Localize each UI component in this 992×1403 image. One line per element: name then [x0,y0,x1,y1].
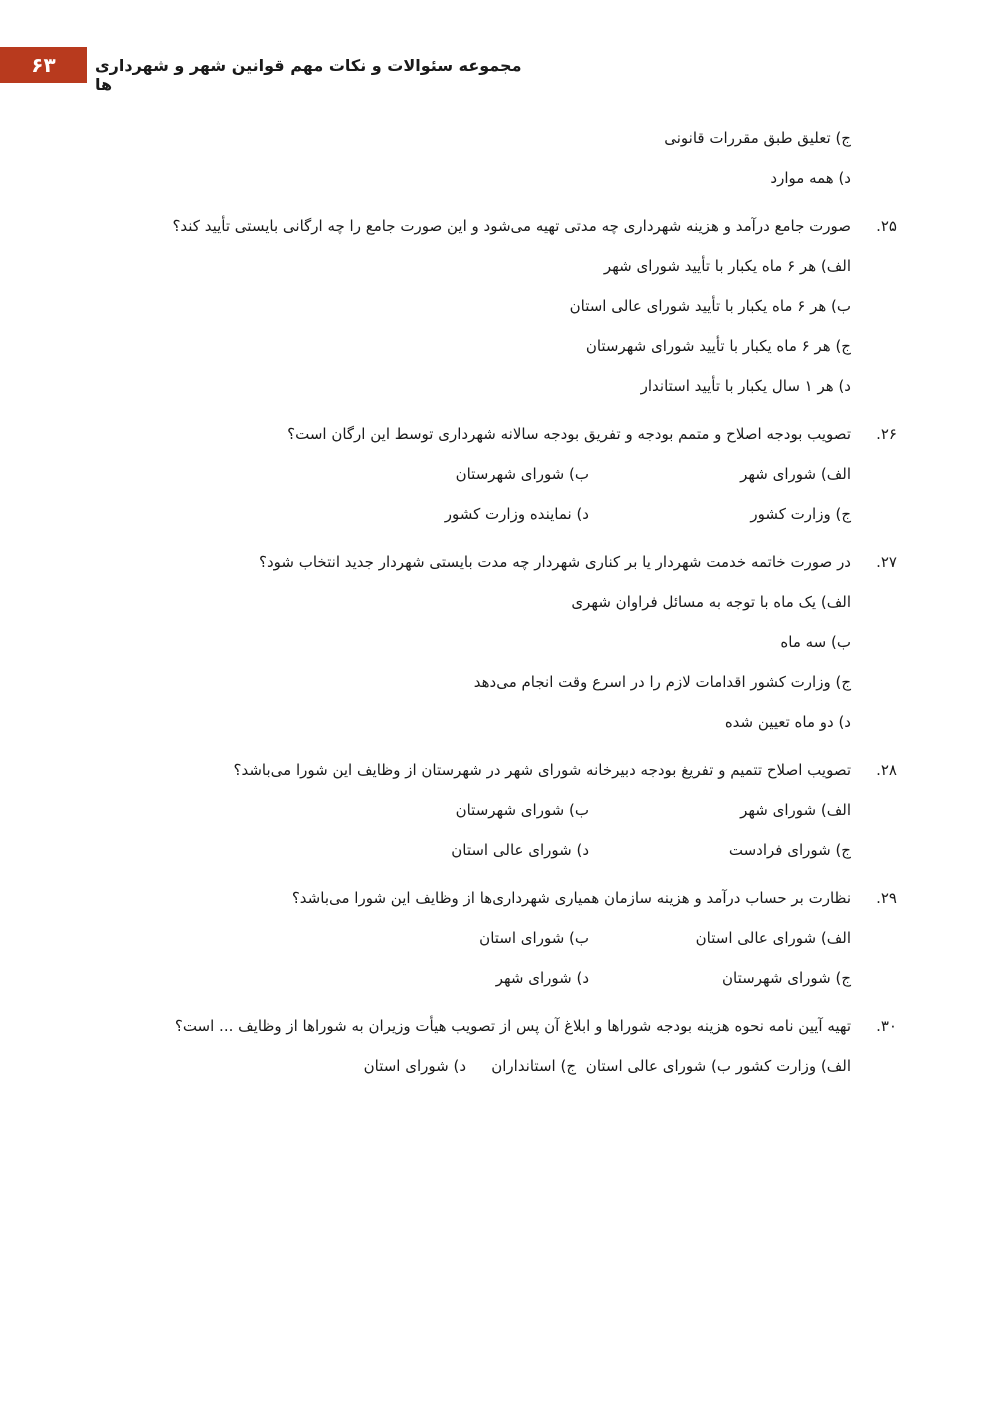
question-25-stem [97,206,897,246]
question-28-stem [97,750,897,790]
options-row [97,1046,851,1086]
option-a: الف) شورای شهر [740,801,851,819]
question-26-stem [97,414,897,454]
question-29 [97,878,897,998]
options-row [97,494,851,534]
option-d: د) شورای عالی استان [451,841,589,859]
question-27-stem [97,542,897,582]
option-b: ب) سه ماه [780,633,851,651]
page-number-badge [0,47,87,83]
options-row [97,454,851,494]
option-d: د) شورای شهر [495,969,589,987]
option-c: ج) وزارت کشور [750,505,851,523]
question-30-stem [97,1006,897,1046]
options-row [97,958,851,998]
question-number: ۲۸. [876,761,897,779]
question-29-stem [97,878,897,918]
question-text: تصویب بودجه اصلاح و متمم بودجه و تفریق بودجه سالانه شهرداری توسط این ارگان است؟ [287,425,851,443]
option-a: الف) وزارت کشور [735,1057,851,1075]
question-text: تصویب اصلاح تتمیم و تفریغ بودجه دبیرخانه شورای شهر در شهرستان از وظایف این شورا می‌باشد؟ [233,761,851,779]
option-d: د) نماینده وزارت کشور [444,505,589,523]
option-d: د) هر ۱ سال یکبار با تأیید استاندار [640,377,851,395]
page-number: ۶۳ [31,53,56,77]
option-a: الف) یک ماه با توجه به مسائل فراوان شهری [571,593,851,611]
prev-option-c: ج) تعلیق طبق مقررات قانونی [664,129,851,147]
question-number: ۲۹. [876,889,897,907]
option-a: الف) شورای شهر [740,465,851,483]
question-26 [97,414,897,534]
option-c: ج) استانداران [491,1057,576,1075]
options-row [97,790,851,830]
question-28 [97,750,897,870]
prev-option-d: د) همه موارد [770,169,851,187]
book-title: مجموعه سئوالات و نکات مهم قوانین شهر و شهرداری ها [95,56,522,94]
option-a: الف) شورای عالی استان [695,929,851,947]
option-b: ب) شورای استان [479,929,589,947]
option-b: ب) شورای شهرستان [455,801,589,819]
option-c: ج) هر ۶ ماه یکبار با تأیید شورای شهرستان [585,337,851,355]
option-b: ب) هر ۶ ماه یکبار با تأیید شورای عالی استان [569,297,851,315]
question-number: ۲۵. [876,217,897,235]
question-25 [97,206,897,406]
option-d: د) شورای استان [363,1057,466,1075]
question-30 [97,1006,897,1086]
question-number: ۲۷. [876,553,897,571]
option-d: د) دو ماه تعیین شده [724,713,851,731]
question-27 [97,542,897,742]
question-text: صورت جامع درآمد و هزینه شهرداری چه مدتی تهیه می‌شود و این صورت جامع را چه ارگانی بایستی تأیید کند؟ [172,217,851,235]
question-text: در صورت خاتمه خدمت شهردار یا بر کناری شهردار چه مدت بایستی شهردار جدید انتخاب شود؟ [259,553,851,571]
option-c: ج) شورای فرادست [728,841,851,859]
option-c: ج) شورای شهرستان [722,969,851,987]
option-b: ب) شورای شهرستان [455,465,589,483]
option-b: ب) شورای عالی استان [585,1057,731,1075]
option-c: ج) وزارت کشور اقدامات لازم را در اسرع وقت انجام می‌دهد [473,673,851,691]
options-row [97,830,851,870]
question-number: ۲۶. [876,425,897,443]
question-text: نظارت بر حساب درآمد و هزینه سازمان همیاری شهرداری‌ها از وظایف این شورا می‌باشد؟ [291,889,851,907]
options-row [97,918,851,958]
page-content [97,118,897,1086]
option-a: الف) هر ۶ ماه یکبار با تأیید شورای شهر [603,257,851,275]
question-text: تهیه آیین نامه نحوه هزینه بودجه شوراها و ابلاغ آن پس از تصویب هیأت وزیران به شوراها از وظایف ... است؟ [174,1017,851,1035]
question-number: ۳۰. [876,1017,897,1035]
